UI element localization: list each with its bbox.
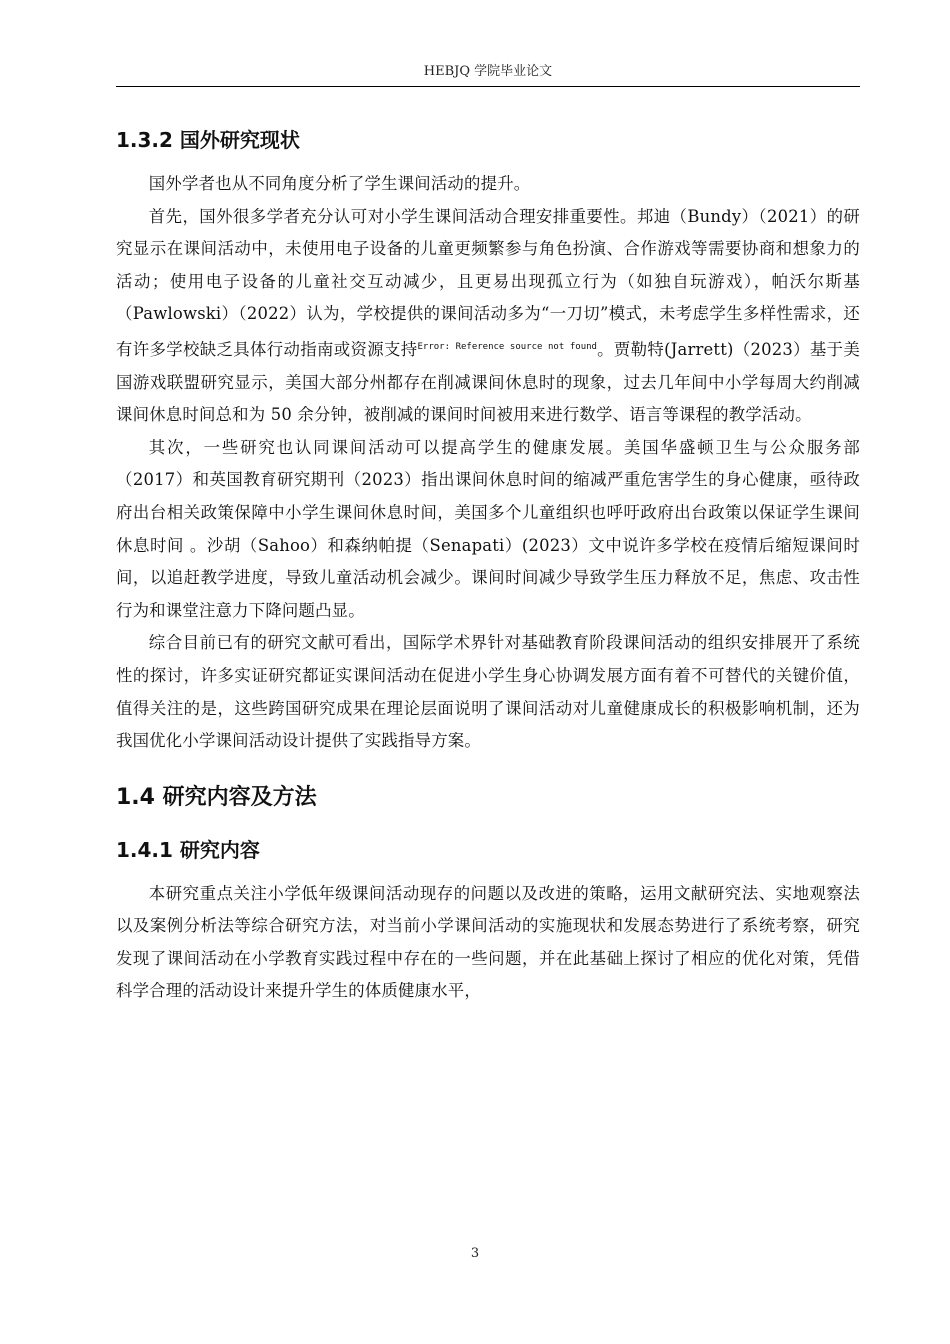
running-header: HEBJQ 学院毕业论文 [423, 64, 553, 79]
page-body [116, 108, 860, 1008]
header-rule [116, 86, 860, 87]
paragraph: 其次，一些研究也认同课间活动可以提高学生的健康发展。美国华盛顿卫生与公众服务部（2017）和英国教育研究期刊（2023）指出课间休息时间的缩减严重危害学生的身心健康，亟待政府出台相关政策保障中小学生课间休息时间，美国多个儿童组织也呼吁政府出台政策以保证学生课间休息时间 。沙胡（Sahoo）和森纳帕提（Senapati）(2023）文中说许多学校在疫情后缩短课间时间，以追赶教学进度，导致儿童活动机会减少。课间时间减少导致学生压力释放不足，焦虑、攻击性行为和课堂注意力下降问题凸显。 [116, 437, 860, 620]
heading-1-3-2: 1.3.2 国外研究现状 [116, 128, 300, 152]
paragraph-text: 首先，国外很多学者充分认可对小学生课间活动合理安排重要性。邦迪（Bundy）（2021）的研究显示在课间活动中，未使用电子设备的儿童更频繁参与角色扮演、合作游戏等需要协商和想象力的活动；使用电子设备的儿童社交互动减少，且更易出现孤立行为（如独自玩游戏），帕沃尔斯基（Pawlowski）（2022）认为，学校提供的课间活动多为“一刀切”模式，未考虑学生多样性需求，还有许多学校缺乏具体行动指南或资源支持 [116, 206, 860, 359]
paragraph: 综合目前已有的研究文献可看出，国际学术界针对基础教育阶段课间活动的组织安排展开了系统性的探讨，许多实证研究都证实课间活动在促进小学生身心协调发展方面有着不可替代的关键价值，值得关注的是，这些跨国研究成果在理论层面说明了课间活动对儿童健康成长的积极影响机制，还为我国优化小学课间活动设计提供了实践指导方案。 [116, 633, 860, 751]
paragraph: 本研究重点关注小学低年级课间活动现存的问题以及改进的策略，运用文献研究法、实地观察法以及案例分析法等综合研究方法，对当前小学课间活动的实施现状和发展态势进行了系统考察，研究发现了课间活动在小学教育实践过程中存在的一些问题，并在此基础上探讨了相应的优化对策，凭借科学合理的活动设计来提升学生的体质健康水平， [116, 883, 860, 1001]
reference-error-marker[interactable]: Error: Reference source not found [417, 341, 597, 352]
heading-1-4-1: 1.4.1 研究内容 [116, 837, 260, 862]
page-number: 3 [470, 1246, 480, 1261]
paragraph-text: 。贾勒特(Jarrett)（2023）基于美国游戏联盟研究显示，美国大部分州都存在削减课间休息时的现象，过去几年间中小学每周大约削减课间休息时间总和为 50 余分钟，被削减的课间时间被用来进行数学、语言等课程的教学活动。 [116, 339, 861, 425]
paragraph: 国外学者也从不同角度分析了学生课间活动的提升。 [148, 174, 531, 193]
paragraph-with-reference [116, 201, 860, 432]
heading-1-4: 1.4 研究内容及方法 [116, 784, 317, 810]
